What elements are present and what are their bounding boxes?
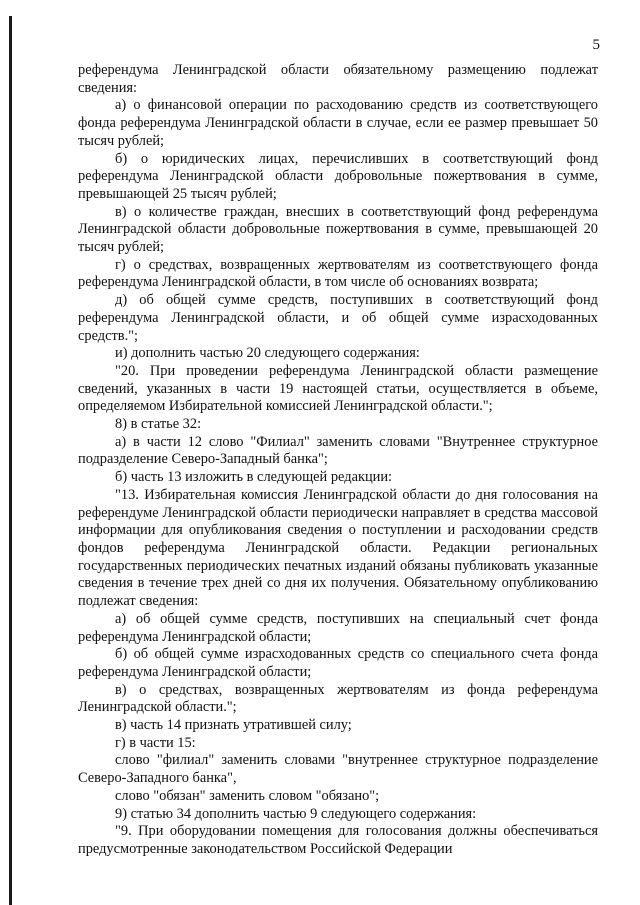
paragraph: в) о количестве граждан, внесших в соответствующий фонд референдума Ленинградской области добровольные пожертвования в сумме, превышающей 20 тысяч рублей;: [78, 203, 598, 256]
paragraph: слово "филиал" заменить словами "внутреннее структурное подразделение Северо-Западного банка",: [78, 752, 598, 787]
paragraph: в) часть 14 признать утратившей силу;: [115, 717, 352, 734]
paragraph: б) об общей сумме израсходованных средств со специального счета фонда референдума Ленинградской области;: [78, 646, 598, 680]
paragraph: слово "обязан" заменить словом "обязано";: [115, 787, 380, 804]
paragraph: г) в части 15:: [115, 734, 196, 751]
paragraph: б) о юридических лицах, перечисливших в соответствующий фонд референдума Ленинградской области добровольные пожертвования в сумме, превышающей 25 тысяч рублей;: [78, 150, 598, 202]
scan-edge-line: [9, 16, 12, 905]
paragraph: "20. При проведении референдума Ленинградской области размещение сведений, указанных в части 19 настоящей статьи, осуществляется в объеме, определяемом Избирательной комиссией Ленинградской области.";: [78, 362, 598, 415]
paragraph: а) в части 12 слово "Филиал" заменить словами "Внутреннее структурное подразделение Северо-Западный банка";: [78, 433, 598, 468]
paragraph: "9. При оборудовании помещения для голосования должны обеспечиваться предусмотренные законодательством Российской Федерации: [78, 823, 598, 857]
document-body: [78, 62, 598, 859]
paragraph: референдума Ленинградской области обязательному размещению подлежат сведения:: [78, 62, 598, 96]
paragraph: и) дополнить частью 20 следующего содержания:: [115, 345, 420, 362]
paragraph: "13. Избирательная комиссия Ленинградской области до дня голосования на референдуме Ленинградской области периодически направляет в средства массовой информации для опубликования сведения о поступлении и расходовании средств фондов референдума Ленинградской области. Редакции региональных государственных периодических печатных изданий обязаны публиковать указанные сведения в течение трех дней со дня их получения. Обязательному опубликованию подлежат сведения:: [78, 486, 598, 610]
paragraph: г) о средствах, возвращенных жертвователям из соответствующего фонда референдума Ленинградской области, в том числе об основаниях возврата;: [78, 256, 598, 291]
paragraph: 8) в статье 32:: [115, 416, 202, 433]
paragraph: 9) статью 34 дополнить частью 9 следующего содержания:: [115, 805, 477, 822]
paragraph: а) о финансовой операции по расходованию средств из соответствующего фонда референдума Ленинградской области в случае, если ее размер превышает 50 тысяч рублей;: [78, 97, 598, 149]
paragraph: а) об общей сумме средств, поступивших на специальный счет фонда референдума Ленинградской области;: [78, 610, 598, 645]
page-number: 5: [592, 37, 600, 53]
paragraph: д) об общей сумме средств, поступивших в соответствующий фонд референдума Ленинградской области, и об общей сумме израсходованных средств.";: [78, 292, 598, 344]
paragraph: б) часть 13 изложить в следующей редакции:: [115, 469, 393, 486]
paragraph: в) о средствах, возвращенных жертвователям из фонда референдума Ленинградской области.";: [78, 681, 598, 716]
